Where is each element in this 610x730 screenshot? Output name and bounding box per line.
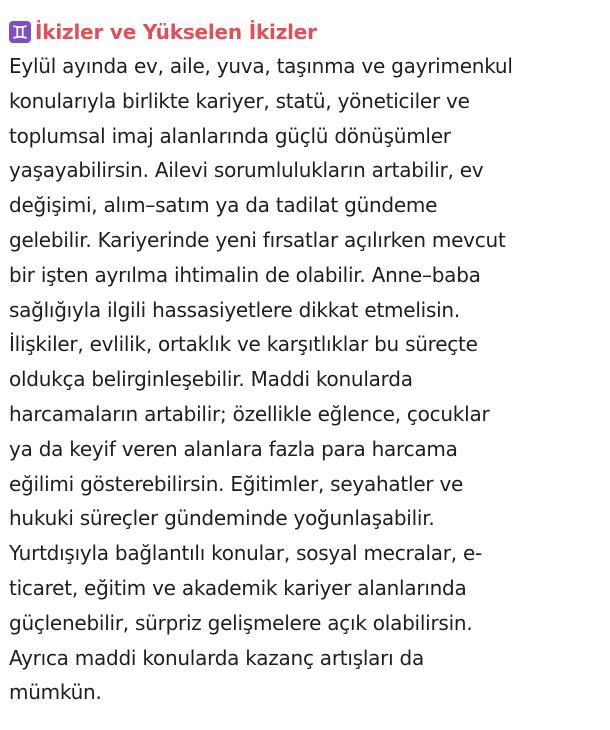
paragraph-line: toplumsal imaj alanlarında güçlü dönüşümler	[9, 123, 451, 148]
paragraph-line: bir işten ayrılma ihtimalin de olabilir. Anne–baba	[9, 262, 481, 287]
paragraph-line: konularıyla birlikte kariyer, statü, yöneticiler ve	[9, 88, 470, 113]
paragraph-line: sağlığıyla ilgili hassasiyetlere dikkat etmelisin.	[9, 297, 460, 322]
paragraph-line: oldukça belirginleşebilir. Maddi konularda	[9, 367, 413, 392]
paragraph-line: gelebilir. Kariyerinde yeni fırsatlar açılırken mevcut	[9, 227, 506, 252]
paragraph-line: yaşayabilirsin. Ailevi sorumlulukların artabilir, ev	[9, 158, 484, 183]
horoscope-section	[9, 18, 601, 710]
paragraph-line: ticaret, eğitim ve akademik kariyer alanlarında	[9, 575, 467, 600]
paragraph-line: eğilimi gösterebilirsin. Eğitimler, seyahatler ve	[9, 471, 464, 496]
paragraph-line: İlişkiler, evlilik, ortaklık ve karşıtlıklar bu süreçte	[9, 332, 478, 357]
paragraph-line: güçlenebilir, sürpriz gelişmelere açık olabilirsin.	[9, 610, 473, 635]
paragraph-line: Ayrıca maddi konularda kazanç artışları da	[9, 645, 425, 670]
paragraph-line: ya da keyif veren alanlara fazla para harcama	[9, 436, 458, 461]
paragraph-line: hukuki süreçler gündeminde yoğunlaşabilir.	[9, 506, 435, 531]
paragraph-line: Eylül ayında ev, aile, yuva, taşınma ve gayrimenkul	[9, 54, 513, 78]
section-heading	[9, 18, 601, 46]
gemini-sign-icon	[9, 21, 31, 43]
paragraph-line: harcamaların artabilir; özellikle eğlence, çocuklar	[9, 401, 490, 426]
paragraph-line: mümkün.	[9, 680, 102, 705]
paragraph-line: değişimi, alım–satım ya da tadilat gündeme	[9, 193, 438, 218]
horoscope-paragraph	[9, 49, 601, 710]
paragraph-line: Yurtdışıyla bağlantılı konular, sosyal mecralar, e-	[9, 541, 482, 566]
section-title: İkizler ve Yükselen İkizler	[35, 20, 317, 44]
